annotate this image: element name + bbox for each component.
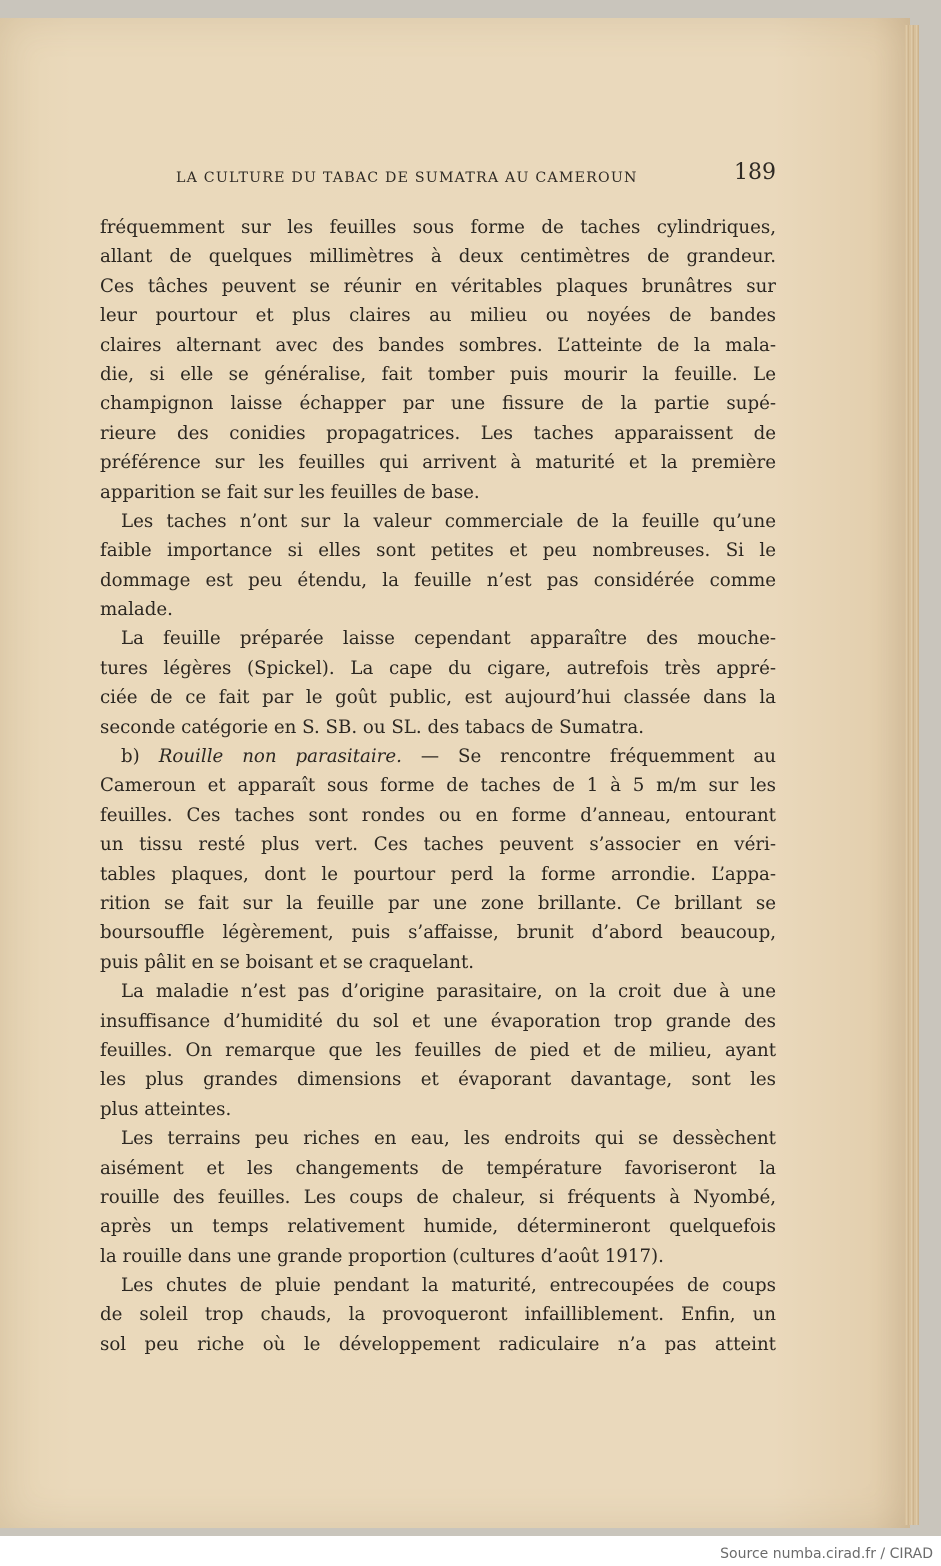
text-line: la rouille dans une grande proportion (cultures d’août 1917). bbox=[100, 1245, 664, 1267]
paragraph-5 bbox=[100, 977, 776, 1124]
text-line: fréquemment sur les feuilles sous forme de taches cylindriques, bbox=[100, 217, 776, 238]
text-line: puis pâlit en se boisant et se craquelant. bbox=[100, 951, 475, 973]
text-line: Les terrains peu riches en eau, les endroits qui se dessèchent bbox=[121, 1128, 776, 1150]
text-line: tables plaques, dont le pourtour perd la forme arrondie. L’appa- bbox=[100, 863, 776, 885]
paragraph-6 bbox=[100, 1124, 776, 1271]
text-line: sol peu riche où le développement radiculaire n’a pas atteint bbox=[100, 1333, 776, 1355]
page-number: 189 bbox=[734, 160, 776, 185]
section-label: b) bbox=[121, 746, 140, 768]
text-line: faible importance si elles sont petites et peu nombreuses. Si le bbox=[100, 540, 776, 562]
text-line: rieure des conidies propagatrices. Les taches apparaissent de bbox=[100, 422, 776, 444]
running-title: LA CULTURE DU TABAC DE SUMATRA AU CAMEROUN bbox=[176, 170, 638, 186]
text-line: aisément et les changements de température favoriseront la bbox=[100, 1157, 776, 1179]
text-line: Les chutes de pluie pendant la maturité, entrecoupées de coups bbox=[121, 1275, 776, 1297]
text-line: rouille des feuilles. Les coups de chaleur, si fréquents à Nyombé, bbox=[100, 1186, 776, 1208]
text-line: die, si elle se généralise, fait tomber puis mourir la feuille. Le bbox=[100, 363, 776, 385]
text-line: Ces tâches peuvent se réunir en véritables plaques brunâtres sur bbox=[100, 275, 776, 297]
text-line: La feuille préparée laisse cependant apparaître des mouche- bbox=[121, 628, 776, 650]
source-credit: Source numba.cirad.fr / CIRAD bbox=[720, 1546, 933, 1562]
text-line: Cameroun et apparaît sous forme de taches de 1 à 5 m/m sur les bbox=[100, 775, 776, 797]
paragraph-1 bbox=[100, 213, 776, 507]
text-line: La maladie n’est pas d’origine parasitaire, on la croit due à une bbox=[121, 981, 776, 1003]
text-line: boursouffle légèrement, puis s’affaisse, brunit d’abord beaucoup, bbox=[100, 922, 776, 944]
section-title: Rouille non parasitaire. bbox=[158, 746, 402, 768]
page-edge-stack bbox=[905, 25, 919, 1525]
text-line: apparition se fait sur les feuilles de base. bbox=[100, 481, 480, 503]
text-line: Les taches n’ont sur la valeur commerciale de la feuille qu’une bbox=[121, 510, 776, 532]
text-line: plus atteintes. bbox=[100, 1098, 232, 1120]
text-line: allant de quelques millimètres à deux centimètres de grandeur. bbox=[100, 246, 776, 268]
running-header bbox=[100, 160, 776, 192]
text-line: malade. bbox=[100, 599, 173, 621]
text-line: seconde catégorie en S. SB. ou SL. des tabacs de Sumatra. bbox=[100, 716, 644, 738]
text-line: rition se fait sur la feuille par une zone brillante. Ce brillant se bbox=[100, 892, 776, 914]
text-line: après un temps relativement humide, détermineront quelquefois bbox=[100, 1216, 776, 1238]
paragraph-7 bbox=[100, 1271, 776, 1359]
text-line: leur pourtour et plus claires au milieu ou noyées de bandes bbox=[100, 305, 776, 327]
text-line: feuilles. Ces taches sont rondes ou en forme d’anneau, entourant bbox=[100, 804, 776, 826]
text-line: les plus grandes dimensions et évaporant davantage, sont les bbox=[100, 1069, 776, 1091]
text-line: de soleil trop chauds, la provoqueront infailliblement. Enfin, un bbox=[100, 1304, 776, 1326]
lead-text: — Se rencontre fréquemment au bbox=[420, 746, 776, 768]
text-line: claires alternant avec des bandes sombres. L’atteinte de la mala- bbox=[100, 334, 776, 356]
text-line-lead bbox=[100, 742, 776, 771]
text-line: feuilles. On remarque que les feuilles de pied et de milieu, ayant bbox=[100, 1039, 776, 1061]
text-line: tures légères (Spickel). La cape du cigare, autrefois très appré- bbox=[100, 657, 776, 679]
body-text bbox=[100, 213, 776, 1359]
text-line: insuffisance d’humidité du sol et une évaporation trop grande des bbox=[100, 1010, 776, 1032]
text-line: dommage est peu étendu, la feuille n’est pas considérée comme bbox=[100, 569, 776, 591]
text-line: ciée de ce fait par le goût public, est aujourd’hui classée dans la bbox=[100, 687, 776, 709]
text-line: préférence sur les feuilles qui arrivent à maturité et la première bbox=[100, 452, 776, 474]
paragraph-3 bbox=[100, 624, 776, 742]
text-line: un tissu resté plus vert. Ces taches peuvent s’associer en véri- bbox=[100, 834, 776, 856]
paragraph-4 bbox=[100, 742, 776, 977]
paragraph-2 bbox=[100, 507, 776, 625]
text-line: champignon laisse échapper par une fissure de la partie supé- bbox=[100, 393, 776, 415]
